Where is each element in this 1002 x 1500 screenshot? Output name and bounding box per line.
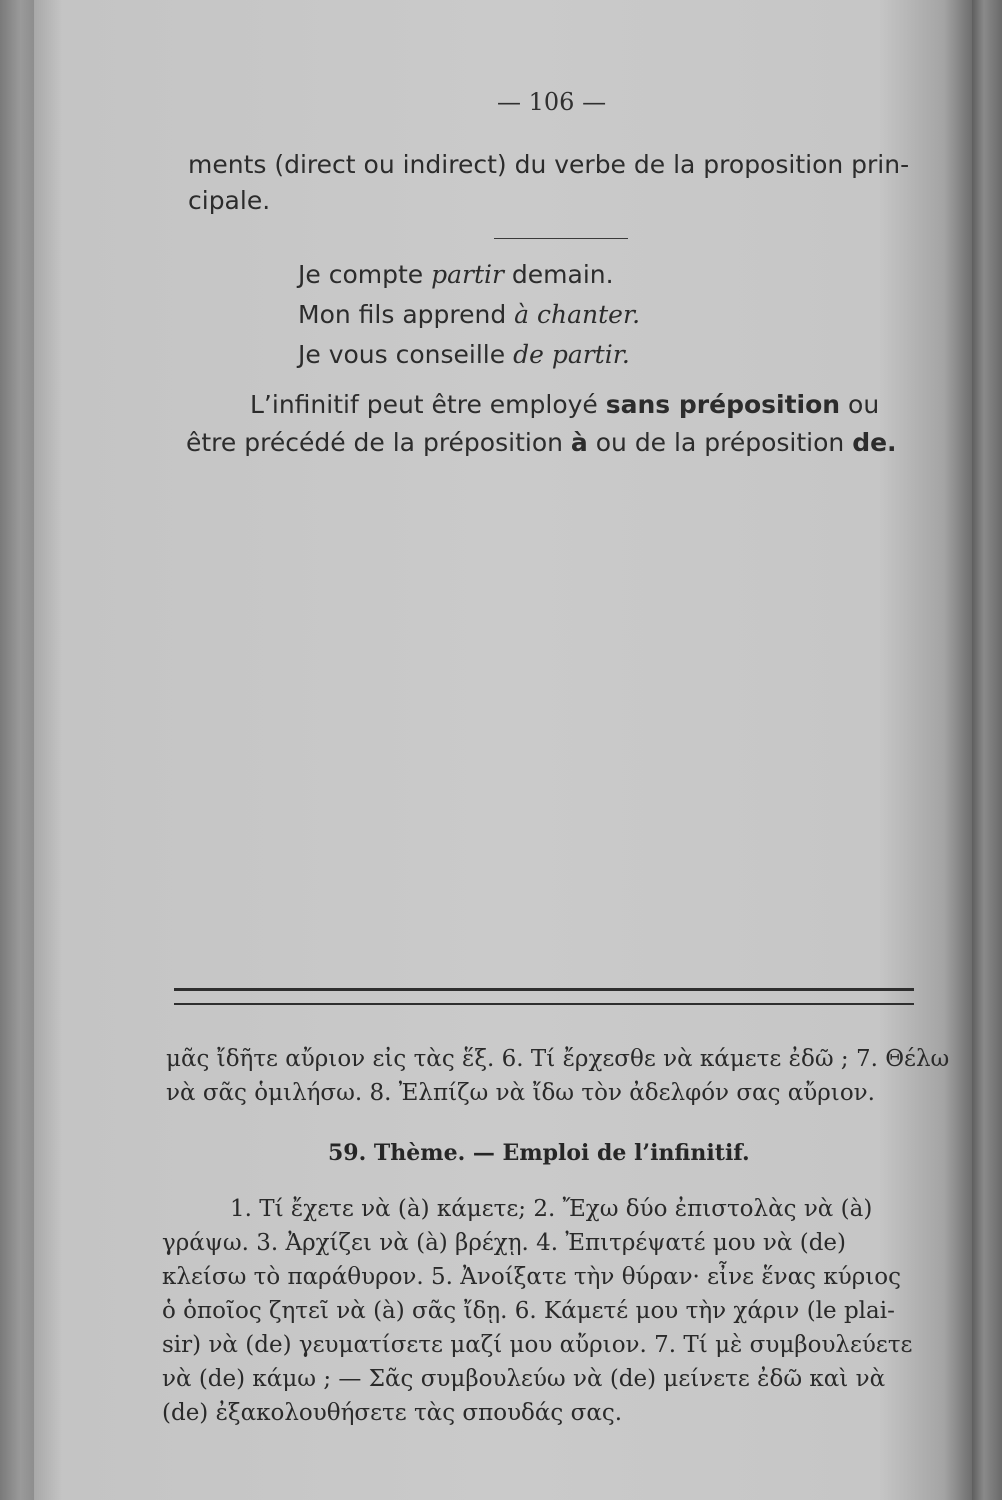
section-divider bbox=[494, 238, 628, 239]
rule-line-2: être précédé de la préposition à ou de la préposition de. bbox=[186, 428, 897, 457]
book-spine-shadow bbox=[0, 0, 34, 1500]
rule-line-1: L’infinitif peut être employé sans préposition ou bbox=[250, 390, 880, 419]
example-sentence-2: Mon fils apprend à chanter. bbox=[298, 300, 641, 329]
theme-line-4: ὁ ὁποῖος ζητεῖ νὰ (à) σᾶς ἴδῃ. 6. Κάμετέ μου τὴν χάριν (le plai- bbox=[162, 1298, 895, 1324]
footnote-rule-bottom bbox=[174, 1003, 914, 1005]
footnote-rule-top bbox=[174, 988, 914, 991]
greek-line-2: νὰ σᾶς ὁμιλήσω. 8. Ἐλπίζω νὰ ἴδω τὸν ἀδελφόν σας αὔριον. bbox=[166, 1080, 875, 1106]
paragraph-line-1: ments (direct ou indirect) du verbe de la proposition prin- bbox=[188, 150, 910, 179]
paragraph-line-2: cipale. bbox=[188, 186, 271, 215]
exercise-heading: 59. Thème. — Emploi de l’infinitif. bbox=[328, 1140, 750, 1166]
page-edge-shadow bbox=[972, 0, 1002, 1500]
example-sentence-3: Je vous conseille de partir. bbox=[298, 340, 630, 369]
theme-line-7: (de) ἐξακολουθήσετε τὰς σπουδάς σας. bbox=[162, 1400, 623, 1426]
theme-line-3: κλείσω τὸ παράθυρον. 5. Ἀνοίξατε τὴν θύραν· εἶνε ἕνας κύριος bbox=[162, 1264, 901, 1290]
page-number: — 106 — bbox=[497, 88, 607, 116]
example-sentence-1: Je compte partir demain. bbox=[298, 260, 614, 289]
theme-line-6: νὰ (de) κάμω ; — Σᾶς συμβουλεύω νὰ (de) μείνετε ἐδῶ καὶ νὰ bbox=[162, 1366, 886, 1392]
theme-line-5: sir) νὰ (de) γευματίσετε μαζί μου αὔριον. 7. Τί μὲ συμβουλεύετε bbox=[162, 1332, 913, 1358]
theme-line-2: γράψω. 3. Ἀρχίζει νὰ (à) βρέχῃ. 4. Ἐπιτρέψατέ μου νὰ (de) bbox=[162, 1230, 847, 1256]
greek-line-1: μᾶς ἴδῆτε αὔριον εἰς τὰς ἕξ. 6. Τί ἔρχεσθε νὰ κάμετε ἐδῶ ; 7. Θέλω bbox=[166, 1046, 950, 1072]
theme-line-1: 1. Τί ἔχετε νὰ (à) κάμετε; 2. Ἔχω δύο ἐπιστολὰς νὰ (à) bbox=[230, 1196, 873, 1222]
